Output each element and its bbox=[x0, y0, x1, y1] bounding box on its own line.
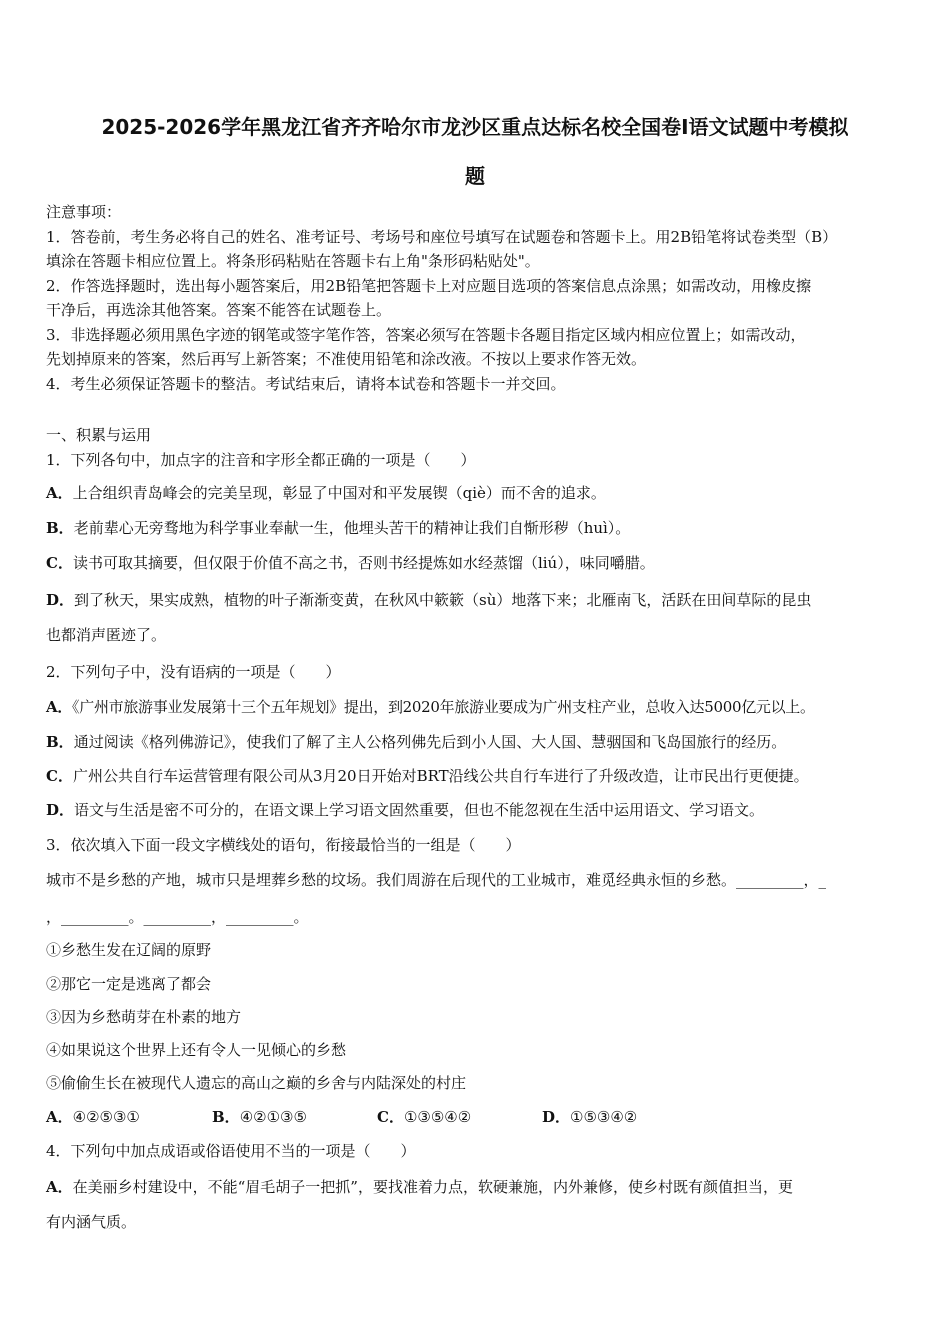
option-a: A．上合组织青岛峰会的完美呈现，彰显了中国对和平发展锲（qiè）而不舍的追求。 bbox=[46, 484, 606, 502]
option-a-cont: 有内涵气质。 bbox=[46, 1213, 137, 1231]
notice-line: 1．答卷前，考生务必将自己的姓名、准考证号、考场号和座位号填写在试题卷和答题卡上。用2B铅笔将试卷类型（B） bbox=[46, 228, 838, 246]
notice-line: 填涂在答题卡相应位置上。将条形码粘贴在答题卡右上角"条形码粘贴处"。 bbox=[46, 252, 540, 270]
option-c: C．①③⑤④② bbox=[377, 1108, 472, 1126]
option-d: D．语文与生活是密不可分的，在语文课上学习语文固然重要，但也不能忽视在生活中运用语文、学习语文。 bbox=[46, 801, 765, 819]
sentence-item: ②那它一定是逃离了都会 bbox=[46, 975, 212, 993]
option-a: A．《广州市旅游事业发展第十三个五年规划》提出，到2020年旅游业要成为广州支柱产业，总收入达5000亿元以上。 bbox=[46, 698, 815, 716]
question-stem: 4．下列句中加点成语或俗语使用不当的一项是（ ） bbox=[46, 1142, 416, 1160]
notice-line: 2．作答选择题时，选出每小题答案后，用2B铅笔把答题卡上对应题目选项的答案信息点涂黑；如需改动，用橡皮擦 bbox=[46, 277, 812, 295]
option-d-cont: 也都消声匿迹了。 bbox=[46, 626, 167, 644]
option-a: A．④②⑤③① bbox=[46, 1108, 140, 1126]
option-d: D．到了秋天，果实成熟，植物的叶子渐渐变黄，在秋风中簌簌（sù）地落下来；北雁南飞，活跃在田间草际的昆虫 bbox=[46, 591, 812, 609]
question-stem: 1．下列各句中，加点字的注音和字形全都正确的一项是（ ） bbox=[46, 451, 476, 469]
notice-line: 3．非选择题必须用黑色字迹的钢笔或签字笔作答，答案必须写在答题卡各题目指定区域内相应位置上；如需改动， bbox=[46, 326, 806, 344]
document-title-cont: 题 bbox=[465, 164, 485, 188]
document-title: 2025-2026学年黑龙江省齐齐哈尔市龙沙区重点达标名校全国卷Ⅰ语文试题中考模拟 bbox=[101, 115, 849, 139]
option-b: B．④②①③⑤ bbox=[212, 1108, 307, 1126]
question-stem: 3．依次填入下面一段文字横线处的语句，衔接最恰当的一组是（ ） bbox=[46, 836, 521, 854]
option-b: B．老前辈心无旁骛地为科学事业奉献一生，他埋头苦干的精神让我们自惭形秽（huì）。 bbox=[46, 519, 631, 537]
sentence-item: ③因为乡愁萌芽在朴素的地方 bbox=[46, 1008, 242, 1026]
sentence-item: ④如果说这个世界上还有令人一见倾心的乡愁 bbox=[46, 1041, 347, 1059]
question-stem: 2．下列句子中，没有语病的一项是（ ） bbox=[46, 663, 341, 681]
option-c: C．读书可取其摘要，但仅限于价值不高之书，否则书经提炼如水经蒸馏（liú），味同嚼腊。 bbox=[46, 554, 655, 572]
sentence-item: ①乡愁生发在辽阔的原野 bbox=[46, 941, 212, 959]
option-b: B．通过阅读《格列佛游记》，使我们了解了主人公格列佛先后到小人国、大人国、慧骃国和飞岛国旅行的经历。 bbox=[46, 733, 787, 751]
notice-line: 干净后，再选涂其他答案。答案不能答在试题卷上。 bbox=[46, 301, 392, 319]
passage-line: ，_________。_________，_________。 bbox=[46, 908, 309, 926]
option-c: C．广州公共自行车运营管理有限公司从3月20日开始对BRT沿线公共自行车进行了升级改造，让市民出行更便捷。 bbox=[46, 767, 809, 785]
notice-line: 先划掉原来的答案，然后再写上新答案；不准使用铅笔和涂改液。不按以上要求作答无效。 bbox=[46, 350, 647, 368]
sentence-item: ⑤偷偷生长在被现代人遗忘的高山之巅的乡舍与内陆深处的村庄 bbox=[46, 1074, 467, 1092]
option-d: D．①⑤③④② bbox=[542, 1108, 638, 1126]
notice-heading: 注意事项： bbox=[46, 203, 122, 221]
section-heading: 一、积累与运用 bbox=[46, 426, 152, 444]
notice-line: 4．考生必须保证答题卡的整洁。考试结束后，请将本试卷和答题卡一并交回。 bbox=[46, 375, 566, 393]
passage-line: 城市不是乡愁的产地，城市只是埋葬乡愁的坟场。我们周游在后现代的工业城市，难觅经典永恒的乡愁。_________，_ bbox=[46, 871, 827, 889]
option-a: A．在美丽乡村建设中，不能“眉毛胡子一把抓”，要找准着力点，软硬兼施，内外兼修，使乡村既有颜值担当，更 bbox=[46, 1178, 793, 1196]
